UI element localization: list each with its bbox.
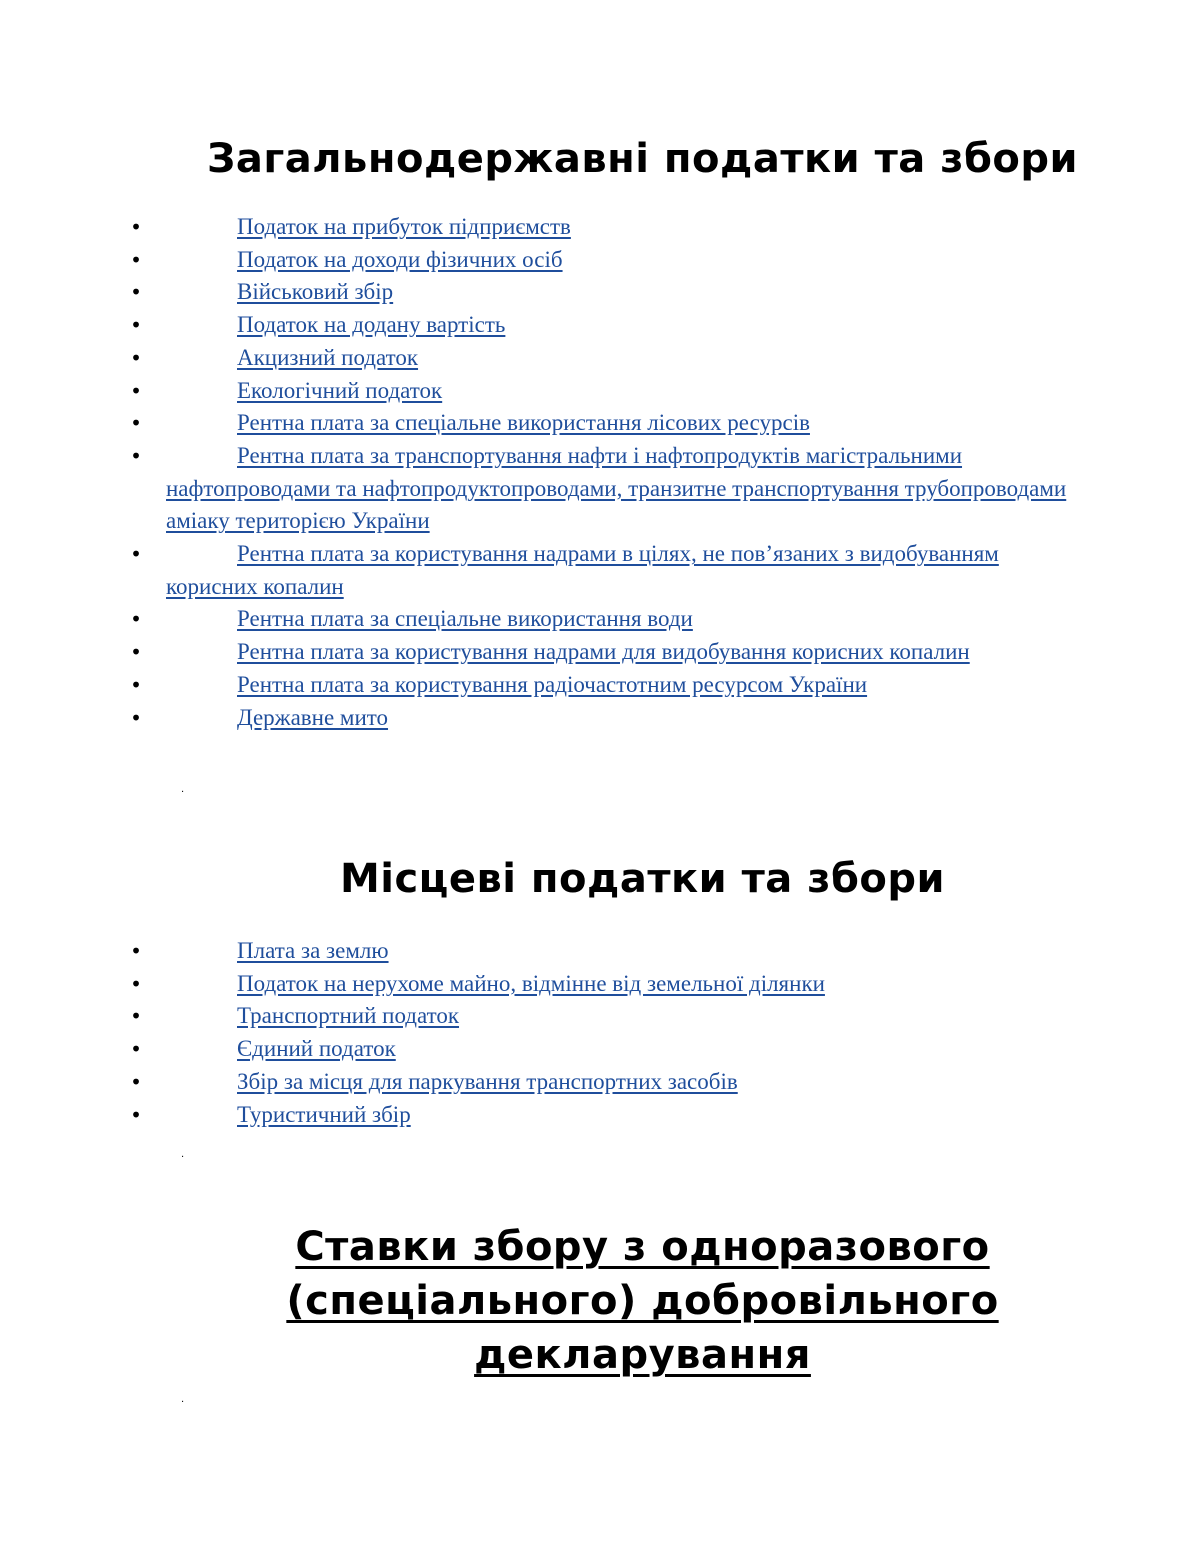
tax-link-tourist-fee[interactable]: Туристичний збір [237,1101,411,1127]
list-item [0,669,1200,702]
list-item [0,968,1200,1001]
bullet-icon: • [130,247,142,272]
separator-mark: · [181,1397,185,1408]
list-item [0,1000,1200,1033]
tax-link-parking-fee[interactable]: Збір за місця для паркування транспортних засобів [237,1068,738,1094]
separator-mark: · [181,787,185,798]
list-item [0,407,1200,440]
local-taxes-heading: Місцеві податки та збори [339,856,946,902]
declaration-heading-line: (спеціального) добровільного [286,1278,999,1324]
list-item [0,1033,1200,1066]
tax-link-rent-subsoil-non-mining[interactable]: Рентна плата за користування надрами в цілях, не пов’язаних з видобуванням корисних копалин [166,541,999,599]
list-item [0,702,1200,735]
bullet-icon: • [130,939,142,963]
tax-link-corporate-profit[interactable]: Податок на прибуток підприємств [237,214,571,239]
tax-link-ecological[interactable]: Екологічний податок [237,377,443,403]
tax-link-rent-subsoil-mining[interactable]: Рентна плата за користування надрами для видобування корисних копалин [237,639,970,665]
bullet-icon: • [130,1102,142,1127]
tax-link-land-fee[interactable]: Плата за землю [237,938,389,963]
tax-link-excise[interactable]: Акцизний податок [237,344,419,370]
bullet-icon: • [130,542,142,567]
tax-link-rent-radio-frequency[interactable]: Рентна плата за користування радіочастотним ресурсом України [237,671,868,697]
bullet-icon: • [130,640,142,665]
bullet-icon: • [130,215,142,239]
tax-link-single-tax[interactable]: Єдиний податок [237,1036,396,1062]
list-item [0,440,1200,538]
bullet-icon: • [130,443,142,468]
bullet-icon: • [130,313,142,338]
tax-link-vat[interactable]: Податок на додану вартість [237,312,506,338]
declaration-heading-line: Ставки збору з одноразового [295,1224,990,1270]
bullet-icon: • [130,607,142,632]
list-item [0,342,1200,375]
tax-link-state-duty[interactable]: Державне мито [237,704,389,730]
list-item [0,211,1200,244]
list-item [0,276,1200,309]
list-item [0,244,1200,277]
tax-link-military-levy[interactable]: Військовий збір [237,279,394,305]
bullet-icon: • [130,378,142,403]
bullet-icon: • [130,1004,142,1029]
tax-link-personal-income[interactable]: Податок на доходи фізичних осіб [237,246,563,272]
bullet-icon: • [130,411,142,436]
list-item [0,603,1200,636]
tax-link-rent-water[interactable]: Рентна плата за спеціальне використання води [237,606,693,632]
list-item [0,1066,1200,1099]
tax-link-transport[interactable]: Транспортний податок [237,1003,460,1029]
bullet-icon: • [130,1069,142,1094]
tax-link-rent-forest[interactable]: Рентна плата за спеціальне використання лісових ресурсів [237,410,810,436]
list-item [0,935,1200,968]
bullet-icon: • [130,672,142,697]
tax-link-rent-oil-transport[interactable]: Рентна плата за транспортування нафти і нафтопродуктів магістральними нафтопроводами та нафтопродуктопроводами, транзитне транспортування трубопроводами аміаку територією України [166,442,1067,534]
general-taxes-heading: Загальнодержавні податки та збори [206,136,1079,182]
local-taxes-list [0,935,1200,1131]
bullet-icon: • [130,1037,142,1062]
declaration-rates-heading [120,1220,1165,1382]
bullet-icon: • [130,705,142,730]
tax-link-real-estate[interactable]: Податок на нерухоме майно, відмінне від земельної ділянки [237,970,825,996]
list-item [0,375,1200,408]
declaration-heading-line: декларування [474,1332,811,1378]
bullet-icon: • [130,971,142,996]
list-item [0,636,1200,669]
separator-mark: · [181,1152,185,1163]
list-item [0,1099,1200,1132]
bullet-icon: • [130,345,142,370]
bullet-icon: • [130,280,142,305]
list-item [0,538,1200,603]
list-item [0,309,1200,342]
general-taxes-list [0,211,1200,734]
